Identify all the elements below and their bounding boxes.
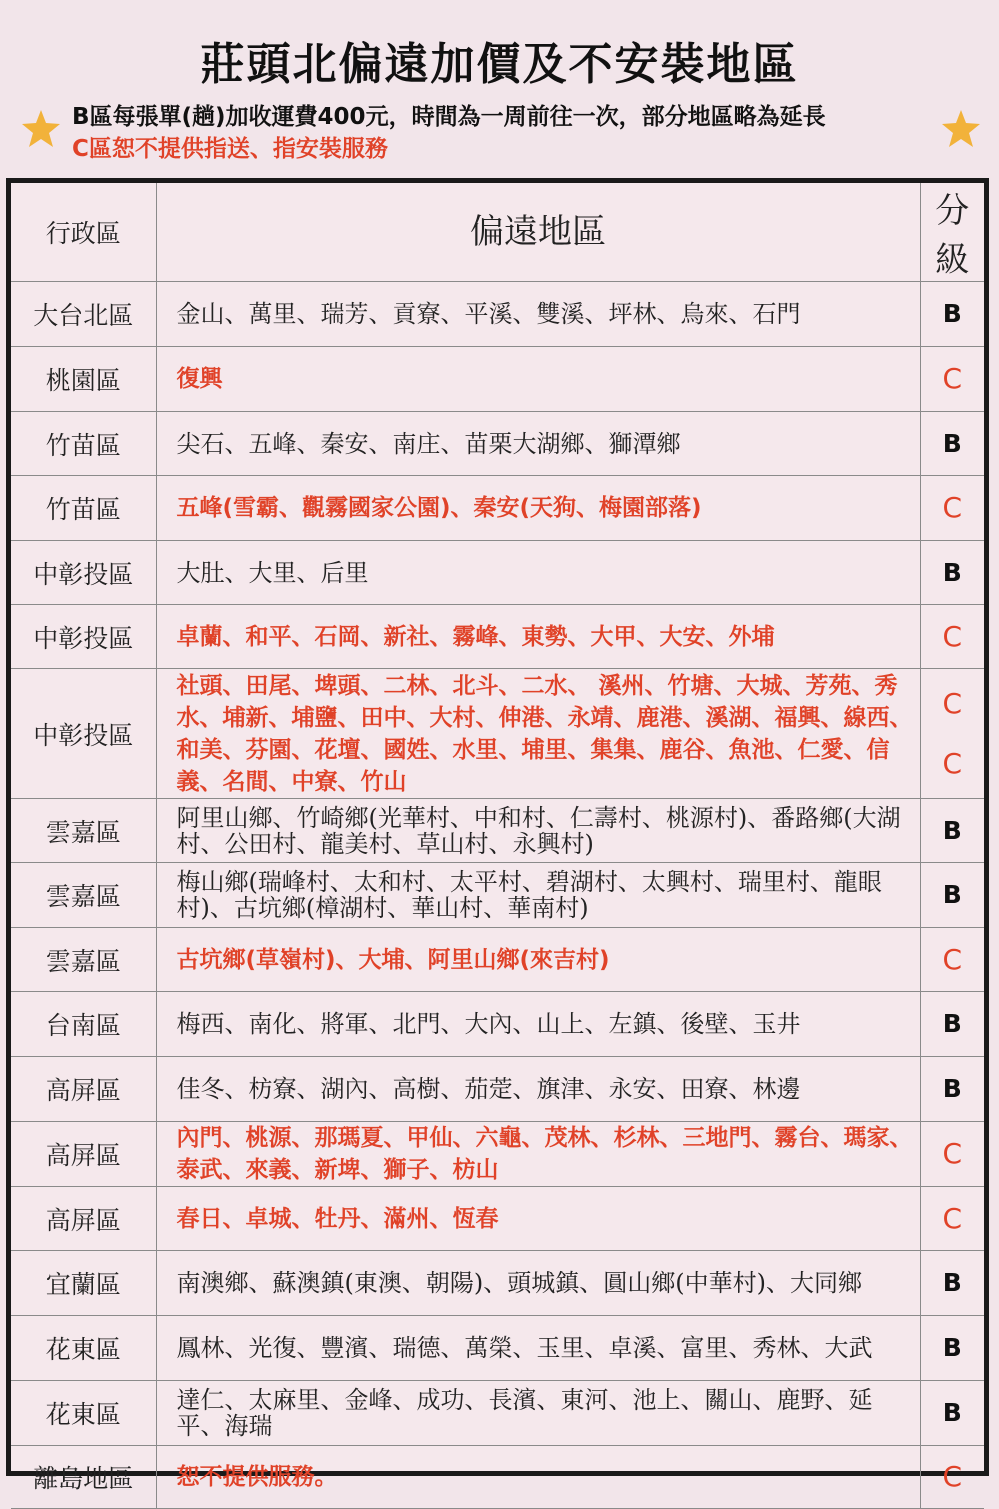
- header-areas: 偏遠地區: [156, 183, 920, 282]
- grade-cell: [920, 928, 984, 992]
- district-cell: 高屏區: [11, 1122, 156, 1187]
- areas-cell: 鳳林、光復、豐濱、瑞德、萬榮、玉里、卓溪、富里、秀林、大武: [156, 1316, 920, 1381]
- grade-cell: [920, 347, 984, 412]
- areas-cell: 古坑鄉(草嶺村)、大埔、阿里山鄉(來吉村): [156, 928, 920, 992]
- grade-cell: [920, 282, 984, 347]
- table-row: [11, 1381, 984, 1446]
- grade-label: C: [942, 746, 963, 780]
- page-title: 莊頭北偏遠加價及不安裝地區: [200, 39, 799, 90]
- grade-label: B: [942, 1268, 962, 1297]
- district-cell: 離島地區: [11, 1446, 156, 1509]
- grade-label: B: [942, 428, 962, 458]
- table-row: [11, 928, 984, 992]
- grade-cell: [920, 1446, 984, 1509]
- areas-cell: 復興: [156, 347, 920, 412]
- district-cell: 中彰投區: [11, 669, 156, 799]
- areas-cell: 社頭、田尾、埤頭、二林、北斗、二水、 溪州、竹塘、大城、芳苑、秀水、埔新、埔鹽、田中、大村、伸港、永靖、鹿港、溪湖、福興、線西、和美、芬園、花壇、國姓、水里、埔里、集集、鹿谷、魚池、仁愛、信義、名間、中寮、竹山: [156, 669, 920, 799]
- grade-label: C: [942, 686, 963, 720]
- grade-cell: [920, 1251, 984, 1316]
- grade-cell: [920, 669, 984, 799]
- areas-cell: 春日、卓城、牡丹、滿州、恆春: [156, 1187, 920, 1251]
- grade-label: B: [942, 1074, 962, 1103]
- district-cell: 竹苗區: [11, 476, 156, 541]
- district-cell: 高屏區: [11, 1057, 156, 1122]
- remote-area-table: [6, 178, 989, 1493]
- table-row: [11, 347, 984, 412]
- grade-cell: [920, 1381, 984, 1446]
- grade-cell: [920, 1122, 984, 1187]
- grade-cell: [920, 1187, 984, 1251]
- grade-label: B: [942, 1009, 962, 1038]
- grade-label: C: [942, 942, 963, 976]
- grade-label: B: [942, 815, 962, 845]
- table-row: [11, 992, 984, 1057]
- district-cell: 桃園區: [11, 347, 156, 412]
- district-cell: 雲嘉區: [11, 863, 156, 928]
- grade-cell: [920, 863, 984, 928]
- grade-cell: [920, 799, 984, 863]
- table-row: [11, 863, 984, 928]
- table-row: [11, 1187, 984, 1251]
- grade-label: B: [942, 1333, 962, 1362]
- grade-label: C: [942, 619, 963, 653]
- areas-cell: 五峰(雪霸、觀霧國家公園)、秦安(天狗、梅園部落): [156, 476, 920, 541]
- note-b-zone: B區每張單(趟)加收運費400元，時間為一周前往一次，部分地區略為延長: [72, 104, 826, 130]
- areas-cell: 恕不提供服務。: [156, 1446, 920, 1509]
- notes: [72, 100, 826, 164]
- table-row: [11, 669, 984, 799]
- table-row: [11, 1446, 984, 1509]
- district-cell: 台南區: [11, 992, 156, 1057]
- areas-cell: 阿里山鄉、竹崎鄉(光華村、中和村、仁壽村、桃源村)、番路鄉(大湖村、公田村、龍美村、草山村、永興村): [156, 799, 920, 863]
- grade-cell: [920, 1316, 984, 1381]
- district-cell: 竹苗區: [11, 412, 156, 476]
- table-row: [11, 282, 984, 347]
- grade-label: C: [942, 1201, 963, 1235]
- table-row: [11, 412, 984, 476]
- areas-cell: 尖石、五峰、秦安、南庄、苗栗大湖鄉、獅潭鄉: [156, 412, 920, 476]
- grade-label: B: [942, 1398, 962, 1427]
- district-cell: 中彰投區: [11, 541, 156, 605]
- district-cell: 宜蘭區: [11, 1251, 156, 1316]
- header-district: 行政區: [11, 183, 156, 282]
- table-row: [11, 476, 984, 541]
- header-grade: 分級: [920, 183, 984, 282]
- table-row: [11, 1316, 984, 1381]
- table-row: [11, 1251, 984, 1316]
- table-row: [11, 799, 984, 863]
- grade-label: B: [942, 557, 962, 587]
- grade-label: C: [942, 1137, 963, 1170]
- grade-cell: [920, 541, 984, 605]
- grade-label: B: [942, 880, 962, 909]
- table-row: [11, 1122, 984, 1187]
- district-cell: 高屏區: [11, 1187, 156, 1251]
- district-cell: 雲嘉區: [11, 799, 156, 863]
- district-cell: 花東區: [11, 1381, 156, 1446]
- star-icon: [940, 108, 982, 150]
- table-header-row: [11, 183, 984, 282]
- grade-label: C: [942, 491, 963, 524]
- areas-cell: 南澳鄉、蘇澳鎮(東澳、朝陽)、頭城鎮、圓山鄉(中華村)、大同鄉: [156, 1251, 920, 1316]
- areas-cell: 達仁、太麻里、金峰、成功、長濱、東河、池上、關山、鹿野、延平、海瑞: [156, 1381, 920, 1446]
- district-cell: 雲嘉區: [11, 928, 156, 992]
- grade-cell: [920, 1057, 984, 1122]
- grade-cell: [920, 605, 984, 669]
- table-row: [11, 1057, 984, 1122]
- grade-label: C: [942, 362, 963, 395]
- table-row: [11, 541, 984, 605]
- areas-cell: 金山、萬里、瑞芳、貢寮、平溪、雙溪、坪林、烏來、石門: [156, 282, 920, 347]
- grade-cell: [920, 992, 984, 1057]
- areas-cell: 大肚、大里、后里: [156, 541, 920, 605]
- areas-cell: 內門、桃源、那瑪夏、甲仙、六龜、茂林、杉林、三地門、霧台、瑪家、泰武、來義、新埤、獅子、枋山: [156, 1122, 920, 1187]
- star-icon: [20, 108, 62, 150]
- areas-cell: 梅西、南化、將軍、北門、大內、山上、左鎮、後壁、玉井: [156, 992, 920, 1057]
- note-c-zone: C區恕不提供指送、指安裝服務: [72, 136, 388, 162]
- areas-cell: 佳冬、枋寮、湖內、高樹、茄萣、旗津、永安、田寮、林邊: [156, 1057, 920, 1122]
- district-cell: 大台北區: [11, 282, 156, 347]
- table-row: [11, 605, 984, 669]
- district-cell: 花東區: [11, 1316, 156, 1381]
- district-cell: 中彰投區: [11, 605, 156, 669]
- areas-cell: 卓蘭、和平、石岡、新社、霧峰、東勢、大甲、大安、外埔: [156, 605, 920, 669]
- grade-cell: [920, 412, 984, 476]
- grade-cell: [920, 476, 984, 541]
- grade-label: B: [942, 299, 962, 328]
- grade-label: C: [942, 1460, 963, 1493]
- areas-cell: 梅山鄉(瑞峰村、太和村、太平村、碧湖村、太興村、瑞里村、龍眼村)、古坑鄉(樟湖村、華山村、華南村): [156, 863, 920, 928]
